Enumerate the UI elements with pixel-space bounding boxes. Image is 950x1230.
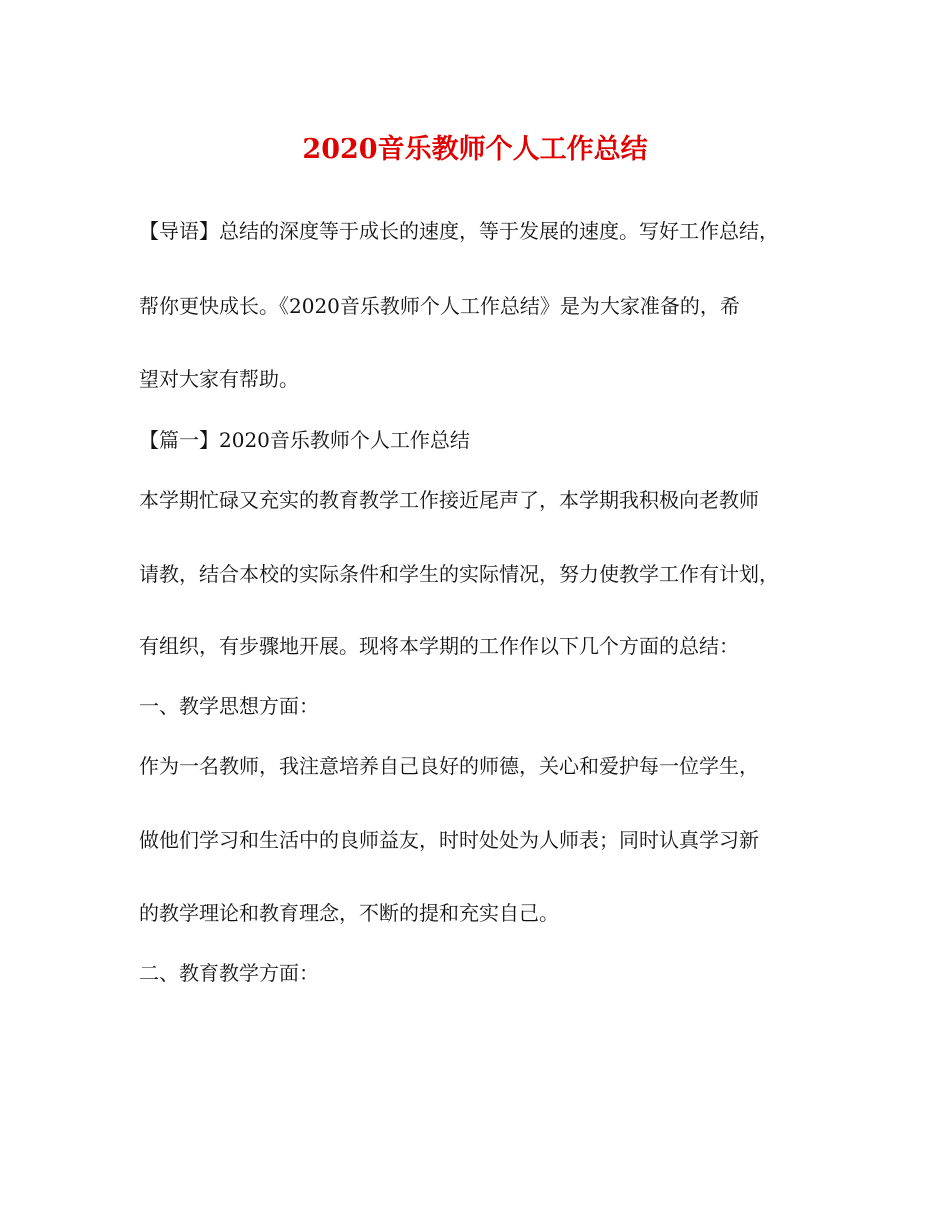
- paragraph-line: 本学期忙碌又充实的教育教学工作接近尾声了，本学期我积极向老教师: [139, 488, 759, 512]
- intro-line-1: 【导语】总结的深度等于成长的速度，等于发展的速度。写好工作总结，: [139, 219, 779, 243]
- paragraph-line: 做他们学习和生活中的良师益友，时时处处为人师表；同时认真学习新: [139, 828, 759, 852]
- intro-line-3: 望对大家有帮助。: [139, 367, 299, 391]
- paragraph-line: 请教，结合本校的实际条件和学生的实际情况，努力使教学工作有计划，: [139, 562, 779, 586]
- intro-line-2: 帮你更快成长。《2020音乐教师个人工作总结》是为大家准备的，希: [139, 294, 740, 318]
- subsection-heading-education-teaching: 二、教育教学方面：: [139, 961, 319, 985]
- paragraph-line: 的教学理论和教育理念，不断的提和充实自己。: [139, 901, 559, 925]
- section-heading-part-one: 【篇一】2020音乐教师个人工作总结: [139, 428, 470, 452]
- paragraph-line: 有组织，有步骤地开展。现将本学期的工作作以下几个方面的总结：: [139, 634, 739, 658]
- document-title: 2020音乐教师个人工作总结: [302, 134, 648, 165]
- subsection-heading-teaching-thought: 一、教学思想方面：: [139, 694, 319, 718]
- paragraph-line: 作为一名教师，我注意培养自己良好的师德，关心和爱护每一位学生，: [139, 754, 759, 778]
